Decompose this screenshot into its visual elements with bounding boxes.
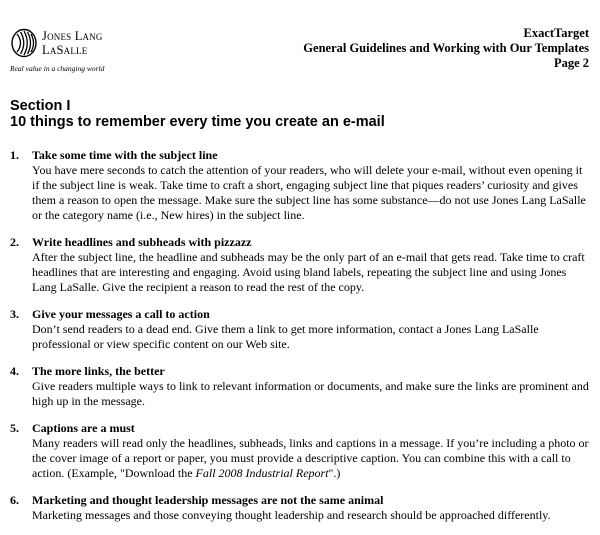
logo-tagline: Real value in a changing world bbox=[10, 64, 105, 73]
item-number: 1. bbox=[10, 148, 19, 162]
item-body: Don’t send readers to a dead end. Give them a link to get more information, contact a Jones Lang LaSalle professional or view specific content on our Web site. bbox=[32, 322, 539, 351]
jll-logo-mark-icon bbox=[10, 28, 38, 58]
item-body: After the subject line, the headline and subheads may be the only part of an e-mail that gets read. Take time to craft headlines that are interesting and engaging. Avoid using bland labels, repeating the subject line and using Jones Lang LaSalle. Give the recipient a reason to read the rest of the copy. bbox=[32, 250, 585, 294]
item-number: 5. bbox=[10, 421, 19, 435]
item-number: 3. bbox=[10, 307, 19, 321]
logo-wordmark bbox=[42, 29, 103, 57]
item-body-text-end: ".) bbox=[328, 466, 341, 480]
item-title: Give your messages a call to action bbox=[32, 307, 210, 321]
list-item bbox=[10, 235, 590, 295]
list-item bbox=[10, 148, 590, 223]
item-title: The more links, the better bbox=[32, 364, 165, 378]
item-body: Marketing messages and those conveying thought leadership and research should be approached differently. bbox=[32, 508, 551, 522]
item-number: 4. bbox=[10, 364, 19, 378]
item-number: 6. bbox=[10, 493, 19, 507]
item-title: Marketing and thought leadership messages are not the same animal bbox=[32, 493, 384, 507]
item-title: Captions are a must bbox=[32, 421, 135, 435]
logo-line-2: LaSalle bbox=[42, 43, 88, 57]
report-title-italic: Fall 2008 Industrial Report bbox=[195, 466, 329, 480]
item-body bbox=[32, 436, 590, 481]
header-line-2: General Guidelines and Working with Our Templates bbox=[303, 41, 589, 55]
list-item bbox=[10, 421, 590, 481]
item-title: Take some time with the subject line bbox=[32, 148, 218, 162]
guidelines-list bbox=[10, 148, 590, 535]
logo-line-1: Jones Lang bbox=[42, 29, 103, 43]
list-item bbox=[10, 307, 590, 352]
list-item bbox=[10, 364, 590, 409]
document-header bbox=[303, 26, 589, 71]
section-label: Section I bbox=[10, 98, 71, 114]
header-line-3: Page 2 bbox=[553, 56, 589, 70]
list-item bbox=[10, 493, 590, 523]
item-title: Write headlines and subheads with pizzazz bbox=[32, 235, 252, 249]
item-body: You have mere seconds to catch the attention of your readers, who will delete your e-mail, without even opening it if the subject line is weak. Take time to craft a short, engaging subject line that piques readers’ curiosity and gives them a reason to open the message. Make sure the subject line has some substance—do not use Jones Lang LaSalle or the category name (i.e., New hires) in the subject line. bbox=[32, 163, 586, 222]
item-body: Give readers multiple ways to link to relevant information or documents, and make sure the links are prominent and high up in the message. bbox=[32, 379, 589, 408]
item-body-text: Many readers will read only the headlines, subheads, links and captions in a message. If you’re including a photo or the cover image of a report or paper, you must provide a descriptive caption. You can combine this with a call to action. (Example, "Download the bbox=[32, 436, 589, 480]
header-line-1: ExactTarget bbox=[523, 26, 589, 40]
section-title: 10 things to remember every time you create an e-mail bbox=[10, 114, 385, 130]
item-number: 2. bbox=[10, 235, 19, 249]
section-heading bbox=[10, 98, 385, 130]
